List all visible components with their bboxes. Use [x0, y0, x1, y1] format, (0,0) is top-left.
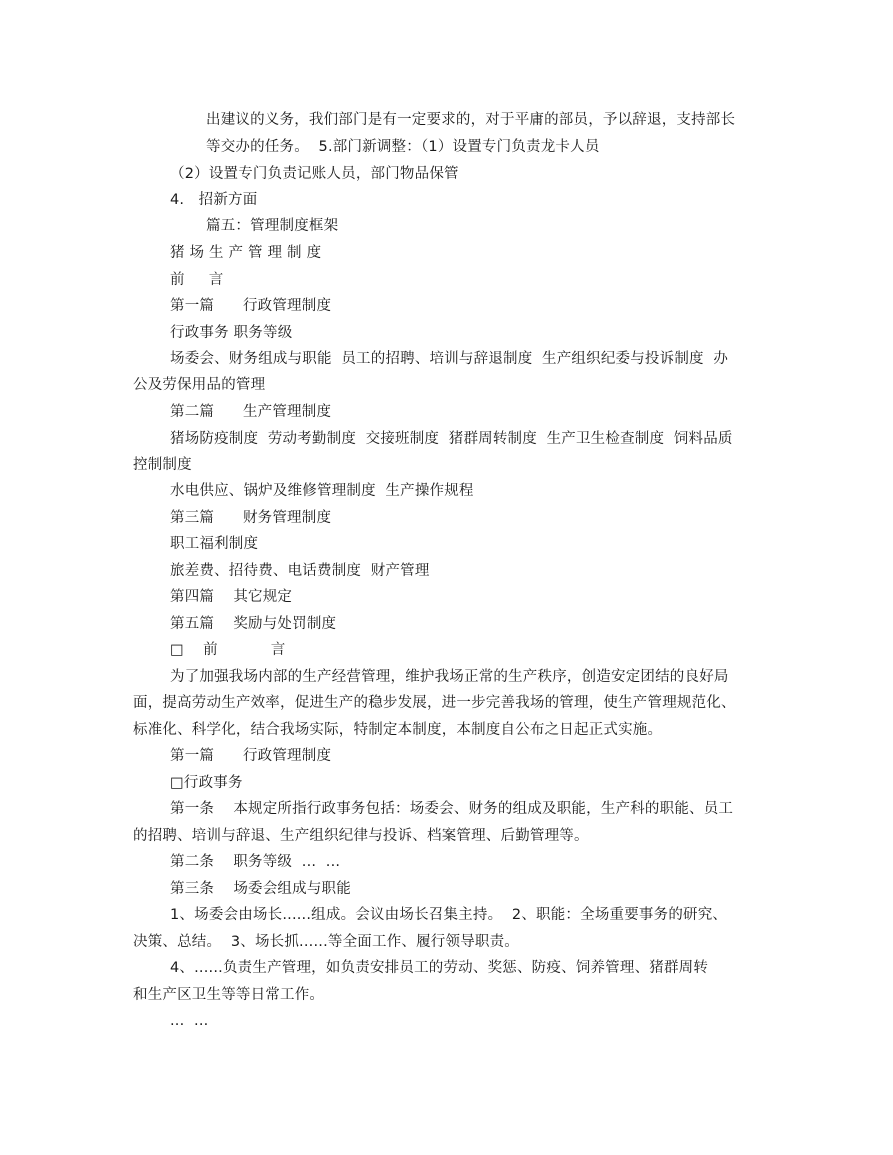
text-line: 决策、总结。 3、场长抓......等全面工作、履行领导职责。	[133, 934, 519, 950]
text-line: 第二篇 生产管理制度	[170, 404, 332, 420]
text-line: 第一篇 行政管理制度	[170, 298, 332, 314]
document-title: 猪 场 生 产 管 理 制 度	[170, 245, 322, 261]
text-line: 第五篇 奖励与处罚制度	[170, 616, 337, 632]
text-line: 4、......负责生产管理，如负责安排员工的劳动、奖惩、防疫、饲养管理、猪群周转	[170, 960, 709, 976]
text-line: 1、场委会由场长......组成。会议由场长召集主持。 2、职能：全场重要事务的研究、	[170, 907, 728, 923]
text-line: 公及劳保用品的管理	[133, 377, 266, 393]
text-line: ... ...	[170, 1013, 209, 1029]
text-line: 猪场防疫制度 劳动考勤制度 交接班制度 猪群周转制度 生产卫生检查制度 饲料品质	[170, 431, 733, 447]
text-line: 和生产区卫生等等日常工作。	[133, 987, 325, 1003]
text-line: 第三条 场委会组成与职能	[170, 881, 351, 897]
text-line: 旅差费、招待费、电话费制度 财产管理	[170, 563, 430, 579]
text-line: 第一条 本规定所指行政事务包括：场委会、财务的组成及职能，生产科的职能、员工	[170, 801, 734, 817]
text-line: □ 前 言	[170, 642, 286, 658]
text-line: □行政事务	[170, 775, 243, 791]
text-line: 的招聘、培训与辞退、生产组织纪律与投诉、档案管理、后勤管理等。	[133, 828, 589, 844]
text-line: 场委会、财务组成与职能 员工的招聘、培训与辞退制度 生产组织纪委与投诉制度 办	[170, 351, 729, 367]
text-line: 面，提高劳动生产效率，促进生产的稳步发展，进一步完善我场的管理，使生产管理规范化、	[133, 695, 736, 711]
text-line: 前 言	[170, 272, 224, 288]
text-line: 水电供应、锅炉及维修管理制度 生产操作规程	[170, 483, 474, 499]
text-line: 控制制度	[133, 457, 192, 473]
text-line: 第一篇 行政管理制度	[170, 748, 332, 764]
text-line: 4. 招新方面	[170, 192, 258, 208]
text-line: 出建议的义务，我们部门是有一定要求的，对于平庸的部员，予以辞退，支持部长	[206, 112, 736, 128]
text-line: 标准化、科学化，结合我场实际，特制定本制度，本制度自公布之日起正式实施。	[133, 722, 663, 738]
text-line: 第四篇 其它规定	[170, 589, 293, 605]
text-line: 行政事务 职务等级	[170, 325, 293, 341]
text-line: 职工福利制度	[170, 536, 259, 552]
text-line: 第三篇 财务管理制度	[170, 510, 332, 526]
text-line: 等交办的任务。 5.部门新调整：（1）设置专门负责龙卡人员	[206, 139, 600, 155]
text-line: 为了加强我场内部的生产经营管理，维护我场正常的生产秩序，创造安定团结的良好局	[170, 669, 729, 685]
text-line: 第二条 职务等级 ... ...	[170, 854, 341, 870]
text-line: （2）设置专门负责记账人员，部门物品保管	[170, 166, 459, 182]
section-heading: 篇五：管理制度框架	[206, 218, 339, 234]
